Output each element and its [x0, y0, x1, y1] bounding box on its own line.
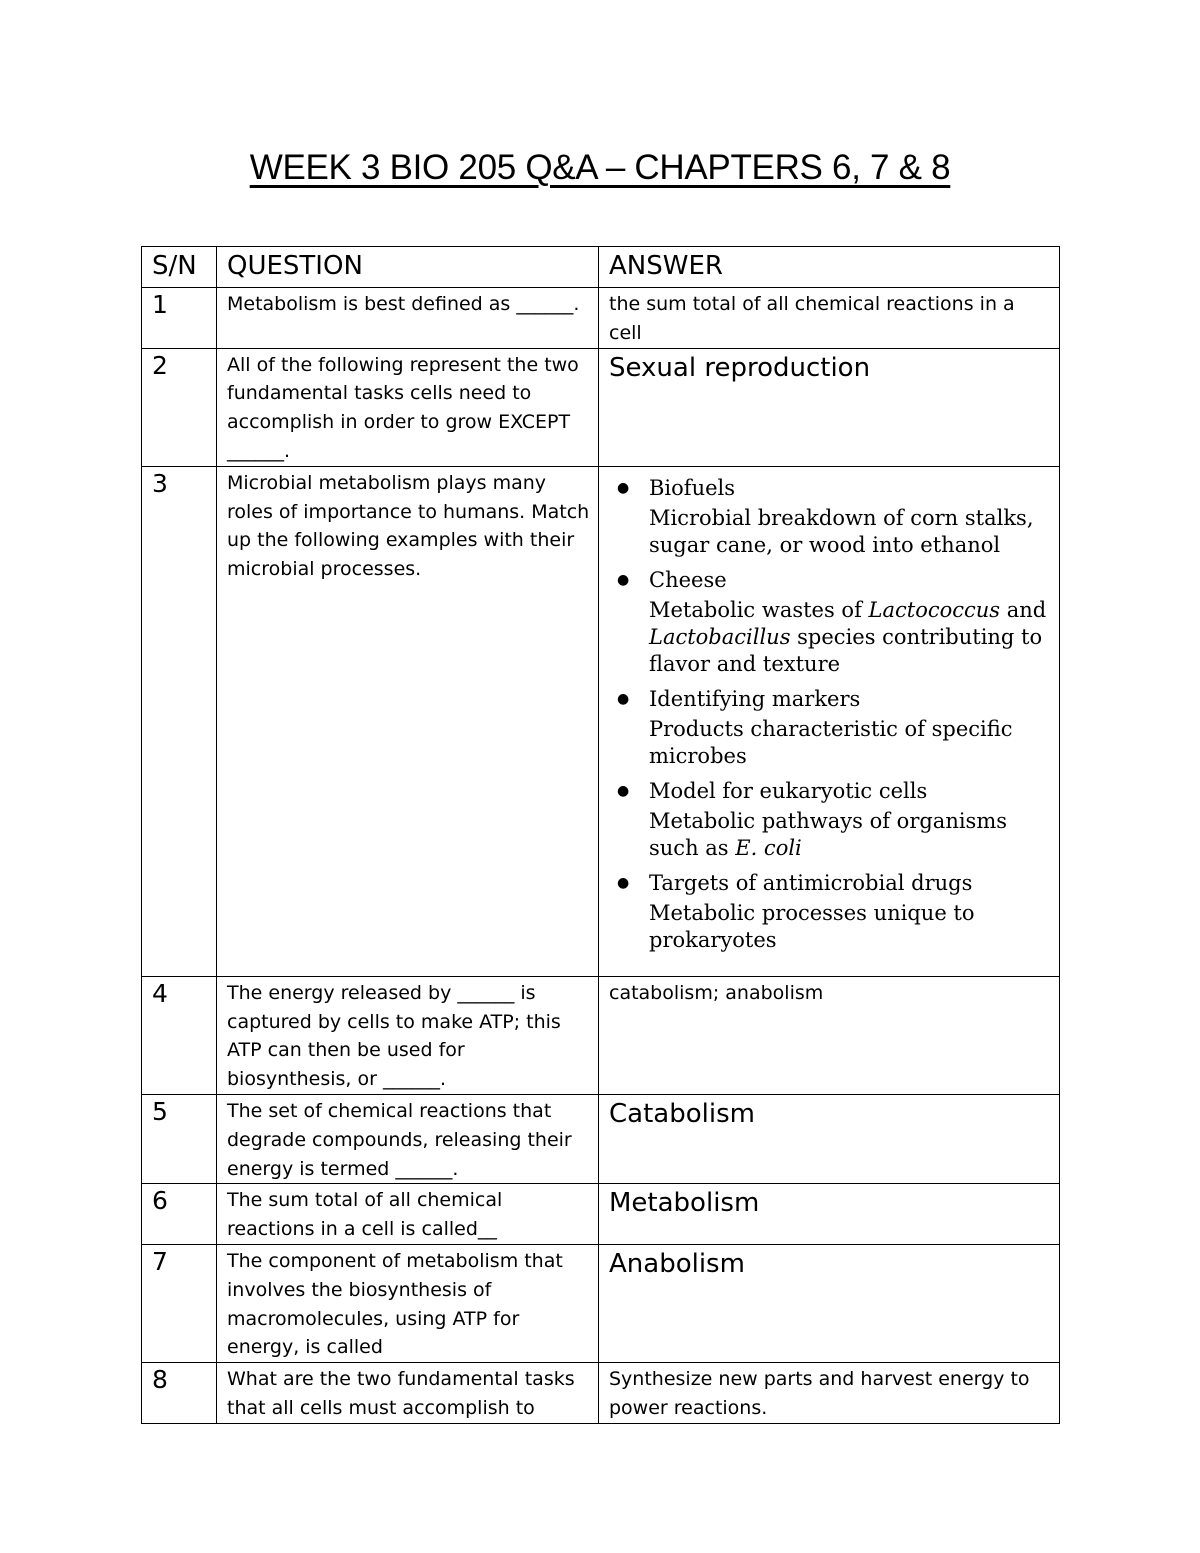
bullet-term: Biofuels [649, 475, 736, 500]
header-answer: ANSWER [599, 247, 1060, 288]
row-question: The sum total of all chemical reactions in a cell is called__ [217, 1184, 599, 1245]
bullet-term: Model for eukaryotic cells [649, 778, 928, 803]
answer-bullet-list [609, 469, 1051, 954]
bullet-item [617, 565, 1051, 678]
bullet-icon: ● [617, 874, 630, 891]
table-header-row [142, 247, 1060, 288]
qa-table [141, 246, 1060, 1424]
bullet-description: Metabolic wastes of Lactococcus and Lactobacillus species contributing to flavor and texture [649, 597, 1047, 676]
bullet-icon: ● [617, 690, 630, 707]
bullet-item [617, 684, 1051, 770]
bullet-icon: ● [617, 571, 630, 588]
row-question: The component of metabolism that involves the biosynthesis of macromolecules, using ATP for energy, is called [217, 1244, 599, 1362]
table-row [142, 1184, 1060, 1245]
row-answer: Anabolism [599, 1244, 1060, 1362]
table-row [142, 1244, 1060, 1362]
bullet-term: Targets of antimicrobial drugs [649, 870, 973, 895]
bullet-item [617, 868, 1051, 954]
row-question: All of the following represent the two fundamental tasks cells need to accomplish in order to grow EXCEPT ______. [217, 348, 599, 466]
row-question: Metabolism is best defined as ______. [217, 288, 599, 349]
bullet-term: Cheese [649, 567, 727, 592]
row-answer [599, 466, 1060, 976]
row-question: What are the two fundamental tasks that all cells must accomplish to [217, 1363, 599, 1424]
bullet-description: Metabolic pathways of organisms such as E. coli [649, 808, 1008, 860]
row-answer: Metabolism [599, 1184, 1060, 1245]
row-number: 6 [142, 1184, 217, 1245]
row-answer: Sexual reproduction [599, 348, 1060, 466]
row-answer: the sum total of all chemical reactions in a cell [599, 288, 1060, 349]
table-row [142, 466, 1060, 976]
row-answer: Synthesize new parts and harvest energy to power reactions. [599, 1363, 1060, 1424]
row-answer: Catabolism [599, 1094, 1060, 1183]
bullet-term: Identifying markers [649, 686, 861, 711]
table-row [142, 1094, 1060, 1183]
row-number: 8 [142, 1363, 217, 1424]
table-row [142, 976, 1060, 1094]
row-number: 4 [142, 976, 217, 1094]
header-question: QUESTION [217, 247, 599, 288]
header-sn: S/N [142, 247, 217, 288]
row-number: 2 [142, 348, 217, 466]
row-number: 5 [142, 1094, 217, 1183]
row-number: 3 [142, 466, 217, 976]
row-question: Microbial metabolism plays many roles of importance to humans. Match up the following examples with their microbial processes. [217, 466, 599, 976]
row-question: The energy released by ______ is captured by cells to make ATP; this ATP can then be used for biosynthesis, or ______. [217, 976, 599, 1094]
bullet-icon: ● [617, 479, 630, 496]
table-row [142, 348, 1060, 466]
table-row [142, 288, 1060, 349]
bullet-item [617, 776, 1051, 862]
row-number: 1 [142, 288, 217, 349]
row-answer: catabolism; anabolism [599, 976, 1060, 1094]
bullet-item [617, 473, 1051, 559]
page-title: WEEK 3 BIO 205 Q&A – CHAPTERS 6, 7 & 8 [249, 148, 951, 187]
bullet-description: Microbial breakdown of corn stalks, sugar cane, or wood into ethanol [649, 505, 1034, 557]
row-question: The set of chemical reactions that degrade compounds, releasing their energy is termed ______. [217, 1094, 599, 1183]
row-number: 7 [142, 1244, 217, 1362]
bullet-description: Products characteristic of specific microbes [649, 716, 1013, 768]
table-row [142, 1363, 1060, 1424]
bullet-icon: ● [617, 782, 630, 799]
bullet-description: Metabolic processes unique to prokaryotes [649, 900, 975, 952]
